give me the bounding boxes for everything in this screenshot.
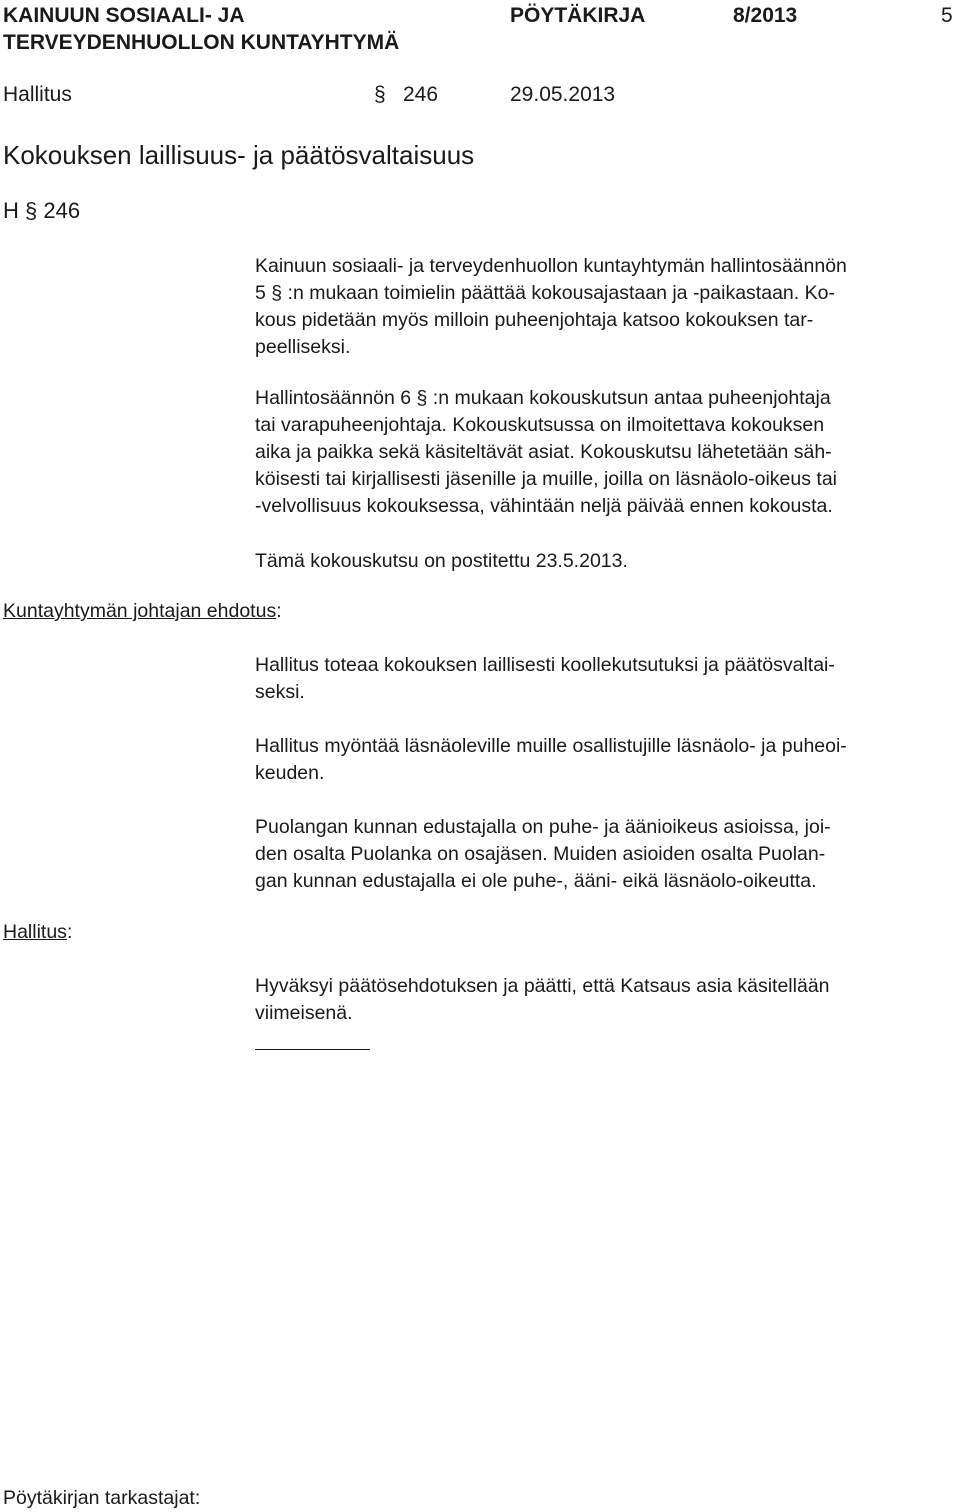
board-label — [3, 919, 72, 946]
meeting-date: 29.05.2013 — [510, 83, 616, 106]
paragraph-meeting-invitation — [255, 385, 955, 520]
paragraph-line: Hallitus toteaa kokouksen laillisesti koollekutsutuksi ja päätösvaltai- — [255, 654, 835, 676]
paragraph-line: Hallitus myöntää läsnäoleville muille osallistujille läsnäolo- ja puheoi- — [255, 735, 847, 757]
paragraph-line: Kainuun sosiaali- ja terveydenhuollon kuntayhtymän hallintosäännön — [255, 255, 847, 277]
paragraph-line: Puolangan kunnan edustajalla on puhe- ja äänioikeus asioissa, joi- — [255, 816, 831, 838]
paragraph-line: Tämä kokouskutsu on postitettu 23.5.2013. — [255, 550, 628, 572]
item-title: Kokouksen laillisuus- ja päätösvaltaisuus — [3, 140, 475, 170]
paragraph-line: tai varapuheenjohtaja. Kokouskutsussa on ilmoitettava kokouksen — [255, 414, 825, 436]
paragraph-board-decision — [255, 973, 955, 1027]
paragraph-line: keuden. — [255, 762, 325, 784]
paragraph-line: gan kunnan edustajalla ei ole puhe-, ääni- eikä läsnäolo-oikeutta. — [255, 870, 817, 892]
item-id — [3, 198, 80, 224]
paragraph-line: viimeisenä. — [255, 1002, 353, 1024]
paragraph-line: -velvollisuus kokouksessa, vähintään neljä päivää ennen kokousta. — [255, 495, 833, 517]
paragraph-line: seksi. — [255, 681, 305, 703]
item-id-number: 246 — [43, 198, 81, 223]
meeting-body: Hallitus — [3, 83, 72, 106]
reviewers-label: Pöytäkirjan tarkastajat: — [3, 1487, 201, 1509]
paragraph-line: Hallintosäännön 6 § :n mukaan kokouskutsun antaa puheenjohtaja — [255, 387, 831, 409]
organization-name-line2: TERVEYDENHUOLLON KUNTAYHTYMÄ — [3, 31, 400, 54]
item-id-symbol: § — [25, 198, 38, 223]
item-id-prefix: H — [3, 198, 19, 223]
section-number: 246 — [403, 83, 439, 106]
paragraph-rules-meeting-time — [255, 253, 955, 361]
section-symbol: § — [374, 83, 386, 106]
paragraph-quorum-decision — [255, 652, 955, 706]
paragraph-line: aika ja paikka sekä käsiteltävät asiat. Kokouskutsu lähetetään säh- — [255, 441, 832, 463]
paragraph-line: Hyväksyi päätösehdotuksen ja päätti, että Katsaus asia käsitellään — [255, 975, 830, 997]
paragraph-attendance-rights — [255, 733, 955, 787]
page-number: 5 — [941, 4, 953, 27]
document-number: 8/2013 — [733, 4, 798, 27]
proposal-label-text: Kuntayhtymän johtajan ehdotus — [3, 600, 277, 622]
board-label-text: Hallitus — [3, 921, 67, 943]
board-label-colon: : — [66, 921, 73, 943]
paragraph-invitation-posted — [255, 548, 955, 575]
proposal-label — [3, 598, 282, 625]
organization-name-line1: KAINUUN SOSIAALI- JA — [3, 4, 245, 27]
paragraph-line: kous pidetään myös milloin puheenjohtaja katsoo kokouksen tar- — [255, 309, 814, 331]
proposal-label-colon: : — [276, 600, 282, 622]
paragraph-line: peelliseksi. — [255, 336, 351, 358]
paragraph-puolanka-representative — [255, 814, 955, 895]
paragraph-line: den osalta Puolanka on osajäsen. Muiden asioiden osalta Puolan- — [255, 843, 826, 865]
closing-rule — [255, 1049, 370, 1050]
document-type: PÖYTÄKIRJA — [510, 4, 646, 27]
paragraph-line: köisesti tai kirjallisesti jäsenille ja muille, joilla on läsnäolo-oikeus tai — [255, 468, 838, 490]
paragraph-line: 5 § :n mukaan toimielin päättää kokousajastaan ja -paikastaan. Ko- — [255, 282, 835, 304]
